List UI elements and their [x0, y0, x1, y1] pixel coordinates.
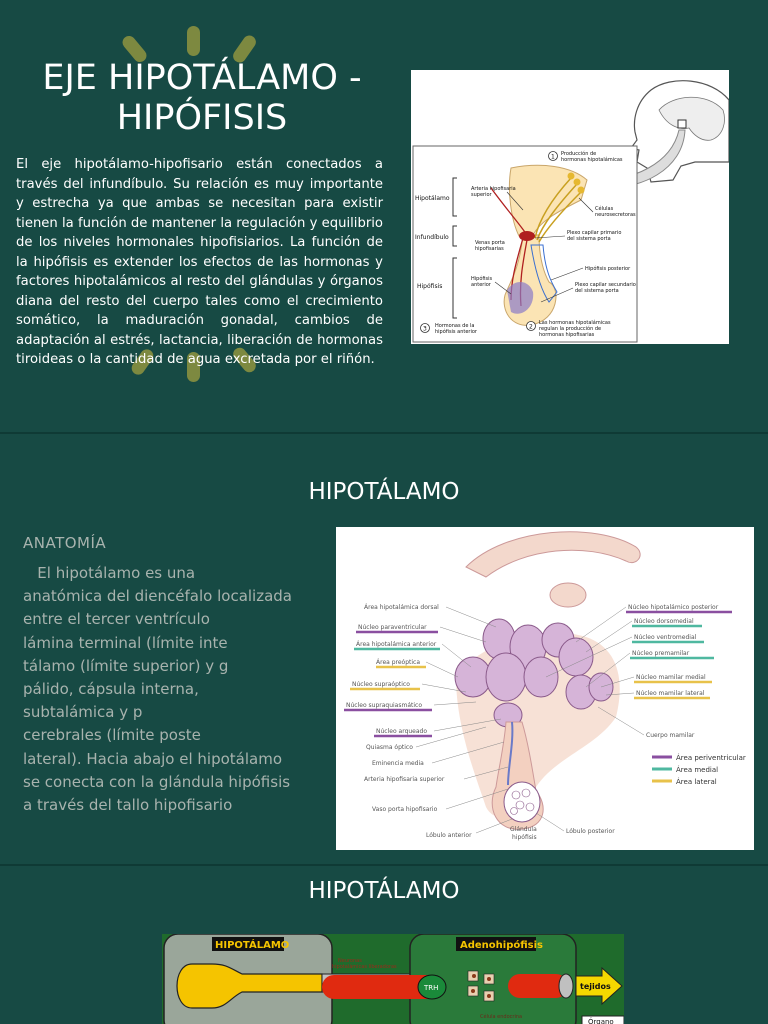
label-supraoptico: Núcleo supraóptico: [352, 681, 410, 688]
label-celulas: Células: [595, 206, 614, 212]
hipotalamo-title: HIPOTÁLAMO: [215, 940, 290, 951]
flow-diagram-svg: [162, 934, 624, 1024]
label-lobulo-anterior: Lóbulo anterior: [426, 832, 472, 839]
neuron-body: [574, 179, 581, 186]
label-mamilar-medial: Núcleo mamilar medial: [636, 674, 706, 681]
hypothalamus-pituitary-axis-figure: [411, 70, 729, 344]
paragraph-line: entre el tercer ventrículo: [23, 610, 210, 629]
label-dorsomedial: Núcleo dorsomedial: [634, 618, 694, 625]
label-venas: hipofisarias: [475, 246, 504, 252]
corpus-callosum: [466, 532, 640, 577]
label-plexo-primario: Plexo capilar primario: [567, 230, 622, 236]
label-infundibulo: Infundíbulo: [415, 234, 449, 241]
step-3-number: 3: [423, 325, 427, 333]
nuclei-diagram-svg: [336, 527, 754, 850]
slide-hipotalamo-anatomia: [0, 434, 768, 864]
legend-lateral: Área lateral: [676, 778, 717, 786]
step-3-text: Hormonas de la: [435, 323, 475, 329]
anterior-lobe-capillaries: [504, 782, 540, 822]
paragraph-line: tálamo (límite superior) y g: [23, 656, 229, 675]
paragraph-line: pálido, cápsula interna,: [23, 680, 199, 699]
label-arteria: Arteria hipofisaria superior: [364, 776, 445, 783]
slide-eje-hipotalamo-hipofisis: [0, 0, 768, 432]
label-posterior: Núcleo hipotalámico posterior: [628, 604, 719, 611]
trh-label: TRH: [424, 984, 439, 992]
label-area-dorsal: Área hipotalámica dorsal: [364, 604, 439, 611]
mid-caption: hipotalámicas liberadoras: [332, 964, 397, 970]
label-hipofisis-anterior: Hipófisis: [471, 276, 493, 282]
paragraph-line: lateral). Hacia abajo el hipotálamo: [23, 749, 283, 768]
step-2-text: hormonas hipofisarias: [539, 332, 595, 338]
paragraph-line: a través del tallo hipofisario: [23, 796, 233, 815]
mid-caption: Neuronas: [338, 958, 362, 964]
label-celulas: neurosecretoras: [595, 212, 636, 218]
axis-diagram-svg: [411, 70, 729, 344]
label-ventromedial: Núcleo ventromedial: [634, 634, 697, 641]
intro-paragraph: El eje hipotálamo-hipofisario están conectados a través del infundíbulo. Su relación es muy importante y estrecha ya que ambas se necesitan para existir tienen la función de mantener la regulación y equilibrio de los niveles hormonales hipofisiarios. La función de la hipófisis es extender los efectos de las hormonas y factores hipotalámicos al resto del glándulas y órganos diana del resto del cuerpo tales como el crecimiento somático, la maduración gonadal, cambios de adaptación al estrés, lactancia, liberación de hormonas tiroideas o la cantidad de agua excretada por el riñón.: [16, 157, 383, 367]
label-area-preoptica: Área preóptica: [376, 659, 421, 666]
section-subheading: ANATOMÍA: [23, 534, 107, 552]
left-labels: [346, 604, 472, 839]
step-3-text: hipófisis anterior: [435, 329, 477, 335]
label-lobulo-posterior: Lóbulo posterior: [566, 828, 615, 835]
cell-caption: Célula endocrina: [480, 1014, 523, 1020]
label-cuerpo-mamilar: Cuerpo mamilar: [646, 732, 695, 739]
decoration-dash: [187, 26, 200, 56]
label-arqueado: Núcleo arqueado: [376, 728, 428, 735]
tejidos-label: tejidos: [580, 982, 611, 991]
label-hipofisis-posterior: Hipófisis posterior: [585, 266, 631, 272]
slide-title: [18, 58, 386, 138]
legend-periventricular: Área periventricular: [676, 754, 746, 762]
title-line-2: HIPÓFISIS: [116, 98, 288, 138]
primary-plexus: [519, 231, 535, 241]
label-glandula: Glándula: [510, 826, 537, 833]
label-hipotalamo: Hipotálamo: [415, 195, 450, 202]
label-venas: Venas porta: [475, 240, 505, 246]
legend-medial: Área medial: [676, 766, 719, 774]
label-mamilar-lateral: Núcleo mamilar lateral: [636, 690, 705, 697]
paragraph-line: anatómica del diencéfalo localizada: [23, 587, 293, 606]
paragraph-line: subtalámica y p: [23, 703, 143, 722]
label-arteria: Arteria hipofisaria: [471, 186, 516, 192]
step-2-text: Las hormonas hipotalámicas: [539, 320, 611, 326]
step-1-number: 1: [551, 153, 555, 161]
label-paraventricular: Núcleo paraventricular: [358, 624, 427, 631]
hypothalamus-nuclei-figure: [336, 527, 754, 850]
vessel-end: [559, 974, 573, 998]
paragraph-line: se conecta con la glándula hipófisis: [23, 772, 291, 791]
label-area-anterior: Área hipotalámica anterior: [356, 641, 437, 648]
label-eminencia: Eminencia media: [372, 760, 424, 767]
label-quiasma: Quiasma óptico: [366, 744, 413, 751]
label-premamilar: Núcleo premamilar: [632, 650, 690, 657]
adeno-title: Adenohipófisis: [460, 940, 543, 951]
zoom-marker-box: [678, 120, 686, 128]
label-plexo-secundario: del sistema porta: [575, 288, 619, 294]
label-plexo-primario: del sistema porta: [567, 236, 611, 242]
paragraph-line: cerebrales (límite poste: [23, 726, 201, 745]
title-line-1: EJE HIPOTÁLAMO -: [42, 58, 362, 98]
paragraph-line: lámina terminal (límite inte: [23, 633, 228, 652]
slide-heading: HIPOTÁLAMO: [308, 878, 460, 904]
color-legend: [652, 753, 746, 786]
label-hipofisis: Hipófisis: [417, 283, 443, 290]
label-arteria: superior: [471, 192, 492, 198]
step-2-number: 2: [529, 323, 533, 331]
hypothalamus-adenohypophysis-figure: [162, 934, 624, 1024]
slide-hipotalamo-eje: [0, 866, 768, 1024]
anatomy-paragraph: [23, 562, 311, 822]
slide-heading: HIPOTÁLAMO: [308, 479, 460, 505]
step-1-text: Producción de: [561, 151, 597, 157]
step-1-text: hormonas hipotalámicas: [561, 157, 623, 163]
label-plexo-secundario: Plexo capilar secundario: [575, 282, 636, 288]
fornix: [550, 583, 586, 607]
paragraph-line: El hipotálamo es una: [23, 564, 196, 582]
neuron-body: [568, 173, 575, 180]
neuron-body: [578, 187, 585, 194]
organo-label: Órgano: [588, 1018, 614, 1024]
label-hipofisis-anterior: anterior: [471, 282, 491, 288]
label-supraquiasmatico: Núcleo supraquiasmático: [346, 702, 422, 709]
label-hipofisis: hipófisis: [512, 834, 537, 841]
step-2-text: regulan la producción de: [539, 326, 602, 332]
label-vaso-porta: Vaso porta hipofisario: [372, 806, 438, 813]
